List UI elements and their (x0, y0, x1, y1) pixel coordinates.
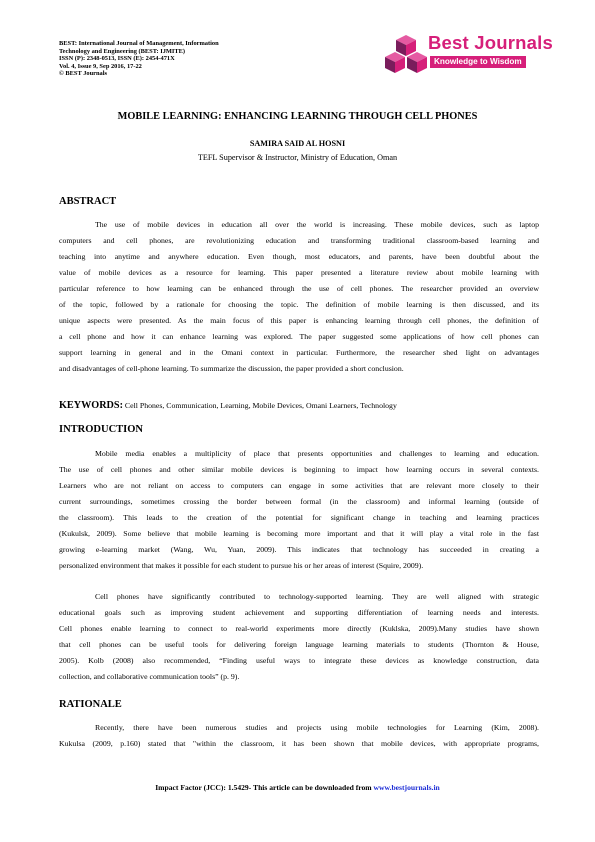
intro-line: (Kukulsk, 2009). Some believe that mobile learning is becoming more important and that it will play a vital role in the fast (59, 529, 539, 538)
journal-info-line: © BEST Journals (59, 70, 107, 78)
keywords-label: KEYWORDS: (59, 400, 123, 411)
footer (0, 783, 595, 792)
abstract-line: of the topic, followed by a rationale for choosing the topic. The definition of mobile learning is then discussed, and its (59, 300, 539, 309)
abstract-heading: ABSTRACT (59, 196, 117, 207)
intro-line: current surroundings, sometimes crossing the border between formal (in the classroom) and informal learning (outside of (59, 497, 539, 506)
intro-line: Cell phones have significantly contributed to technology-supported learning. They are well aligned with strategic (95, 592, 539, 601)
intro-line: 2005). Kolb (2008) also recommended, “Finding useful ways to integrate these devices as knowledge construction, data (59, 656, 539, 665)
rationale-line: Recently, there have been numerous studies and projects using mobile technologies for Learning (Kim, 2008). (95, 723, 539, 732)
abstract-line: a cell phone and how it can enhance learning was explored. The paper suggested some applications of how cell phones can (59, 332, 539, 341)
abstract-line: value of mobile devices as a resource for learning. This paper presented a literature review about mobile learning with (59, 268, 539, 277)
abstract-line: unique aspects were presented. As the main focus of this paper is enhancing learning through cell phones, the definition of (59, 316, 539, 325)
intro-line: Mobile media enables a multiplicity of place that presents opportunities and challenges to learning and education. (95, 449, 539, 458)
abstract-line: support learning in general and in the Omani context in particular. Furthermore, the researcher shed light on advantages (59, 348, 539, 357)
intro-line: growing e-learning market (Wang, Wu, Yuan, 2009). This indicates that technology has succeeded in creating a (59, 545, 539, 554)
logo-tagline: Knowledge to Wisdom (430, 56, 526, 68)
abstract-line: The use of mobile devices in education all over the world is increasing. These mobile devices, such as laptop (95, 220, 539, 229)
intro-line: collection, and collaborative communication tools” (p. 9). (59, 672, 240, 681)
intro-line: that cell phones can be useful tools for delivering foreign language learning materials to students (Thornton & House, (59, 640, 539, 649)
introduction-para-2 (59, 589, 539, 685)
intro-line: educational goals such as improving student achievement and supporting differentiation of learning needs and interests. (59, 608, 539, 617)
logo-cubes-icon (384, 34, 428, 80)
journal-info (59, 40, 319, 78)
rationale-para (59, 720, 539, 752)
rationale-heading: RATIONALE (59, 699, 122, 710)
abstract-body (59, 217, 539, 377)
footer-text: Impact Factor (JCC): 1.5429- This article can be downloaded from (155, 783, 374, 792)
introduction-heading: INTRODUCTION (59, 424, 144, 435)
journal-website-link[interactable]: www.bestjournals.in (373, 783, 440, 792)
author-affiliation: TEFL Supervisor & Instructor, Ministry of Education, Oman (197, 153, 398, 162)
best-journals-logo (384, 32, 559, 82)
intro-line: Cell phones enable learning to connect to real-world experiments more directly (Kuklska, 2009).Many studies have shown (59, 624, 539, 633)
keywords (59, 400, 397, 411)
journal-info-line: BEST: International Journal of Management, Information (59, 40, 219, 47)
intro-line: personalized environment that makes it possible for each student to pursue his or her areas of interest (Squire, 2009). (59, 561, 424, 570)
abstract-line: and disadvantages of cell-phone learning. To summarize the discussion, the paper provided a short conclusion. (59, 364, 404, 373)
paper-author: SAMIRA SAID AL HOSNI (249, 139, 346, 148)
introduction-para-1 (59, 446, 539, 574)
journal-info-line: Vol. 4, Issue 9, Sep 2016, 17-22 (59, 62, 142, 70)
abstract-line: teaching into anytime and anywhere education. Even though, most educators, and parents, have been doubtful about the (59, 252, 539, 261)
abstract-line: computers and cell phones, are revolutionizing education and transforming traditional classroom-based learning and (59, 236, 539, 245)
intro-line: the classroom). This leads to the creation of the potential for significant change in teaching and learning practices (59, 513, 539, 522)
logo-title: Best Journals (428, 32, 553, 53)
paper-title: MOBILE LEARNING: ENHANCING LEARNING THROUGH CELL PHONES (117, 111, 478, 122)
journal-info-line: ISSN (P): 2348-0513, ISSN (E): 2454-471X (59, 55, 175, 63)
intro-line: Learners who are not reliant on access to computers can engage in some activities that are relevant more closely to their (59, 481, 539, 490)
journal-info-line: Technology and Engineering (BEST: IJMITE) (59, 47, 186, 55)
keywords-text: Cell Phones, Communication, Learning, Mobile Devices, Omani Learners, Technology (122, 401, 397, 410)
abstract-line: particular reference to how learning can be enhanced through the use of cell phones. The researcher provided an overview (59, 284, 539, 293)
rationale-line: Kukulsa (2009, p.160) stated that "within the classroom, it has been shown that mobile devices, with appropriate programs, (59, 739, 539, 748)
intro-line: The use of cell phones and other similar mobile devices is beginning to impact how learning occurs in several contexts. (59, 465, 539, 474)
